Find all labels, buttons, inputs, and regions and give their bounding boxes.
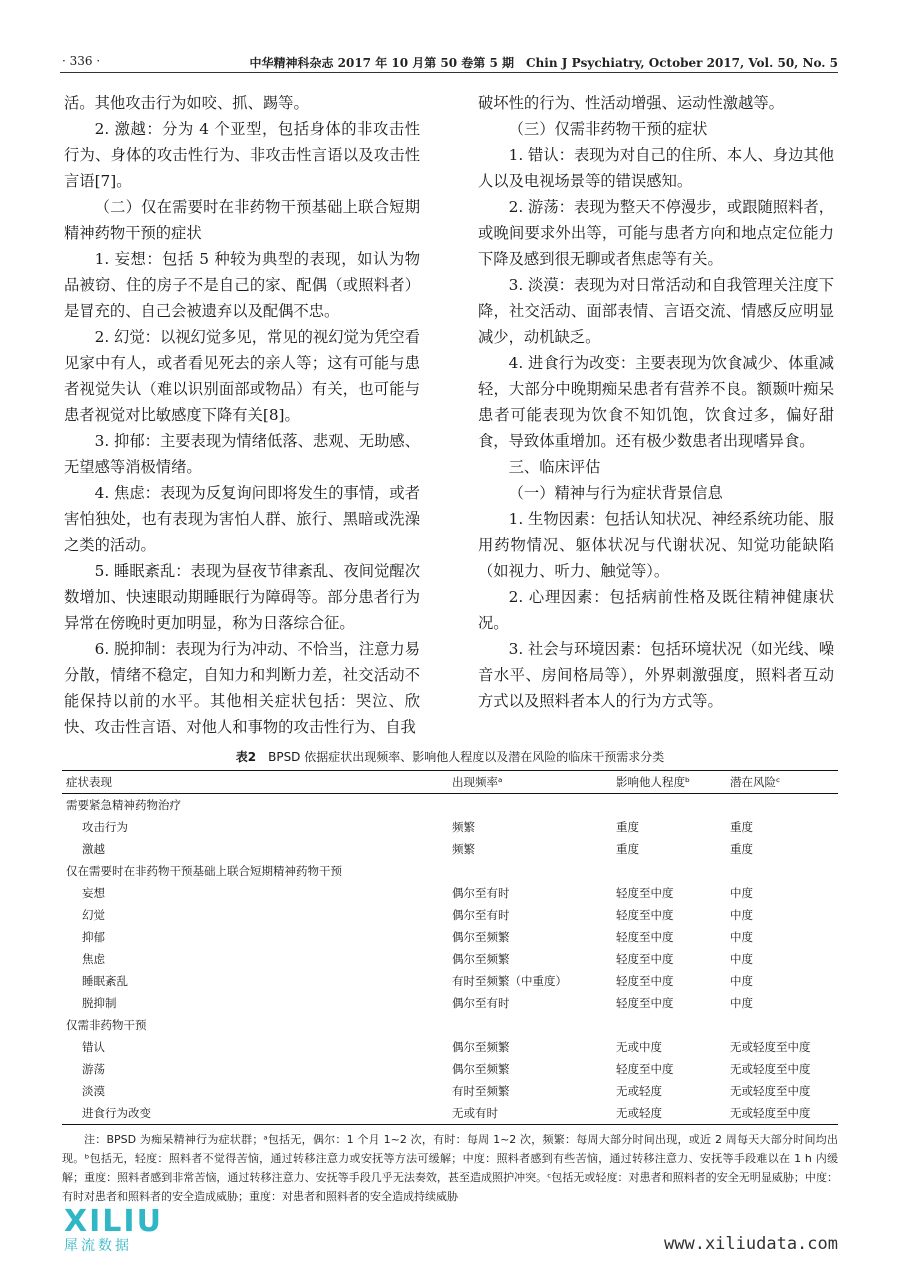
table-cell: 轻度至中度: [616, 930, 674, 944]
table-cell: 偶尔至有时: [452, 886, 510, 900]
table-cell: 偶尔至有时: [452, 908, 510, 922]
paragraph: 2. 激越：分为 4 个亚型，包括身体的非攻击性行为、身体的攻击性行为、非攻击性言语以及攻击性言语[7]。: [64, 120, 420, 190]
table-group-row: [62, 860, 838, 882]
symptom-cell: 睡眠紊乱: [82, 974, 128, 988]
table-notes: [62, 1130, 838, 1206]
table-row: [62, 926, 838, 948]
symptom-cell: 脱抑制: [82, 996, 117, 1010]
table-row: [62, 1102, 838, 1125]
table-cell: 重度: [616, 842, 639, 856]
table-body: [62, 794, 838, 1125]
table-caption-text: BPSD 依据症状出现频率、影响他人程度以及潜在风险的临床干预需求分类: [268, 750, 665, 764]
table-cell: 有时至频繁: [452, 1084, 510, 1098]
table-cell: 轻度至中度: [616, 996, 674, 1010]
table-row: [62, 948, 838, 970]
table-footnote: 注：BPSD 为痴呆精神行为症状群；ᵃ包括无，偶尔：1 个月 1~2 次，有时：每周 1~2 次，频繁：每周大部分时间出现，或近 2 周每天大部分时间均出现。ᵇ包括无，轻度：照料者不觉得苦恼，通过转移注意力或安抚等方法可缓解；中度：照料者感到有些苦恼，通过转移注意力、安抚等手段难以在 1 h 内缓解；重度：照料者感到非常苦恼，通过转移注意力、安抚等手段几乎无法奏效，甚至造成照护冲突。ᶜ包括无或轻度：对患者和照料者的安全无明显威胁；中度：有时对患者和照料者的安全造成威胁；重度：对患者和照料者的安全造成持续威胁: [62, 1133, 838, 1203]
table-row: [62, 838, 838, 860]
table-label: 表2: [235, 750, 257, 764]
paragraph: 3. 社会与环境因素：包括环境状况（如光线、噪音水平、房间格局等），外界刺激强度，照料者互动方式以及照料者本人的行为方式等。: [478, 640, 834, 710]
footer-url: www.xiliudata.com: [664, 1234, 838, 1254]
table-header-row: [62, 771, 838, 794]
classification-table: [62, 770, 838, 1125]
table-cell: 偶尔至频繁: [452, 1062, 510, 1076]
running-head: 中华精神科杂志 2017 年 10 月第 50 卷第 5 期 Chin J Psychiatry, October 2017, Vol. 50, No. 5: [249, 56, 838, 70]
paragraph: 3. 抑郁：主要表现为情绪低落、悲观、无助感、无望感等消极情绪。: [64, 432, 420, 476]
table-cell: 频繁: [452, 820, 475, 834]
section-heading: （一）精神与行为症状背景信息: [508, 484, 723, 502]
symptom-cell: 攻击行为: [82, 820, 128, 834]
symptom-cell: 游荡: [82, 1062, 105, 1076]
paragraph: 1. 生物因素：包括认知状况、神经系统功能、服用药物情况、躯体状况与代谢状况、知觉功能缺陷（如视力、听力、触觉等）。: [478, 510, 834, 580]
logo-text: XILIU: [64, 1204, 163, 1239]
table-cell: 轻度至中度: [616, 952, 674, 966]
column-header: 出现频率ᵃ: [448, 771, 612, 794]
table-cell: 无或轻度至中度: [730, 1040, 811, 1054]
table-cell: 中度: [730, 908, 753, 922]
section-heading: （二）仅在需要时在非药物干预基础上联合短期精神药物干预的症状: [64, 198, 420, 242]
table-cell: 偶尔至有时: [452, 996, 510, 1010]
symptom-cell: 进食行为改变: [62, 1102, 448, 1125]
table-cell: 中度: [730, 952, 753, 966]
table-cell: 无或中度: [616, 1040, 662, 1054]
section-heading: 三、临床评估: [508, 458, 601, 476]
group-title: 需要紧急精神药物治疗: [66, 798, 181, 812]
logo-chinese-text: 犀流数据: [64, 1238, 132, 1254]
table-cell: 无或轻度: [612, 1102, 726, 1125]
table-row: [62, 1080, 838, 1102]
table-cell: 偶尔至频繁: [452, 930, 510, 944]
table-row: [62, 1058, 838, 1080]
table-cell: 中度: [730, 886, 753, 900]
table-row: [62, 1036, 838, 1058]
table-cell: 中度: [730, 996, 753, 1010]
symptom-cell: 妄想: [82, 886, 105, 900]
symptom-cell: 幻觉: [82, 908, 105, 922]
table-group-row: [62, 1014, 838, 1036]
paragraph: 2. 游荡：表现为整天不停漫步，或跟随照料者，或晚间要求外出等，可能与患者方向和地点定位能力下降及感到很无聊或者焦虑等有关。: [478, 198, 834, 268]
paragraph: 2. 心理因素：包括病前性格及既往精神健康状况。: [478, 588, 834, 632]
table-row: [62, 992, 838, 1014]
page-number: · 336 ·: [62, 54, 101, 68]
table-cell: 重度: [730, 820, 753, 834]
table-cell: 轻度至中度: [616, 908, 674, 922]
table-cell: 中度: [730, 974, 753, 988]
paragraph: 活。其他攻击行为如咬、抓、踢等。: [64, 94, 309, 112]
table-cell: 频繁: [452, 842, 475, 856]
table-cell: 偶尔至频繁: [452, 1040, 510, 1054]
paragraph: 1. 妄想：包括 5 种较为典型的表现，如认为物品被窃、住的房子不是自己的家、配偶（或照料者）是冒充的、自己会被遗弃以及配偶不忠。: [64, 250, 420, 320]
symptom-cell: 错认: [82, 1040, 105, 1054]
symptom-cell: 焦虑: [82, 952, 105, 966]
page-header: [60, 54, 838, 70]
table-caption: [62, 748, 838, 765]
table-cell: 无或轻度至中度: [726, 1102, 838, 1125]
paragraph: 2. 幻觉：以视幻觉多见，常见的视幻觉为凭空看见家中有人，或者看见死去的亲人等；这有可能与患者视觉失认（难以识别面部或物品）有关，也可能与患者视觉对比敏感度下降有关[8]。: [64, 328, 420, 424]
table-cell: 无或轻度至中度: [730, 1062, 811, 1076]
paragraph: 5. 睡眠紊乱：表现为昼夜节律紊乱、夜间觉醒次数增加、快速眼动期睡眠行为障碍等。部分患者行为异常在傍晚时更加明显，称为日落综合征。: [64, 562, 420, 632]
header-rule: [60, 72, 838, 73]
paragraph: 4. 进食行为改变：主要表现为饮食减少、体重减轻，大部分中晚期痴呆患者有营养不良。额颞叶痴呆患者可能表现为饮食不知饥饱，饮食过多，偏好甜食，导致体重增加。还有极少数患者出现嗜异食。: [478, 354, 834, 450]
group-title: 仅在需要时在非药物干预基础上联合短期精神药物干预: [66, 864, 342, 878]
xiliu-logo: [64, 1206, 204, 1254]
right-column: [478, 90, 834, 714]
table-cell: 轻度至中度: [616, 886, 674, 900]
table-row: [62, 816, 838, 838]
table-group-row: [62, 794, 838, 817]
column-header: 潜在风险ᶜ: [726, 771, 838, 794]
symptom-cell: 淡漠: [82, 1084, 105, 1098]
table-row: [62, 882, 838, 904]
paragraph: 破坏性的行为、性活动增强、运动性激越等。: [478, 94, 784, 112]
column-header: 影响他人程度ᵇ: [612, 771, 726, 794]
column-header: 症状表现: [62, 771, 448, 794]
table-cell: 无或有时: [448, 1102, 612, 1125]
section-heading: （三）仅需非药物干预的症状: [508, 120, 708, 138]
group-title: 仅需非药物干预: [66, 1018, 147, 1032]
paragraph: 4. 焦虑：表现为反复询问即将发生的事情，或者害怕独处，也有表现为害怕人群、旅行、黑暗或洗澡之类的活动。: [64, 484, 420, 554]
table-cell: 轻度至中度: [616, 1062, 674, 1076]
table-cell: 无或轻度至中度: [730, 1084, 811, 1098]
paragraph: 3. 淡漠：表现为对日常活动和自我管理关注度下降，社交活动、面部表情、言语交流、情感反应明显减少，动机缺乏。: [478, 276, 834, 346]
paragraph: 6. 脱抑制：表现为行为冲动、不恰当，注意力易分散，情绪不稳定，自知力和判断力差，社交活动不能保持以前的水平。其他相关症状包括：哭泣、欣快、攻击性言语、对他人和事物的攻击性行为、自我: [64, 640, 420, 736]
paragraph: 1. 错认：表现为对自己的住所、本人、身边其他人以及电视场景等的错误感知。: [478, 146, 834, 190]
table-row: [62, 904, 838, 926]
symptom-cell: 抑郁: [82, 930, 105, 944]
table-cell: 重度: [730, 842, 753, 856]
table-cell: 有时至频繁（中重度）: [452, 974, 567, 988]
table-cell: 重度: [616, 820, 639, 834]
left-column: [64, 90, 420, 740]
table-row: [62, 970, 838, 992]
table-cell: 中度: [730, 930, 753, 944]
table-cell: 轻度至中度: [616, 974, 674, 988]
table-cell: 无或轻度: [616, 1084, 662, 1098]
symptom-cell: 激越: [82, 842, 105, 856]
table-cell: 偶尔至频繁: [452, 952, 510, 966]
